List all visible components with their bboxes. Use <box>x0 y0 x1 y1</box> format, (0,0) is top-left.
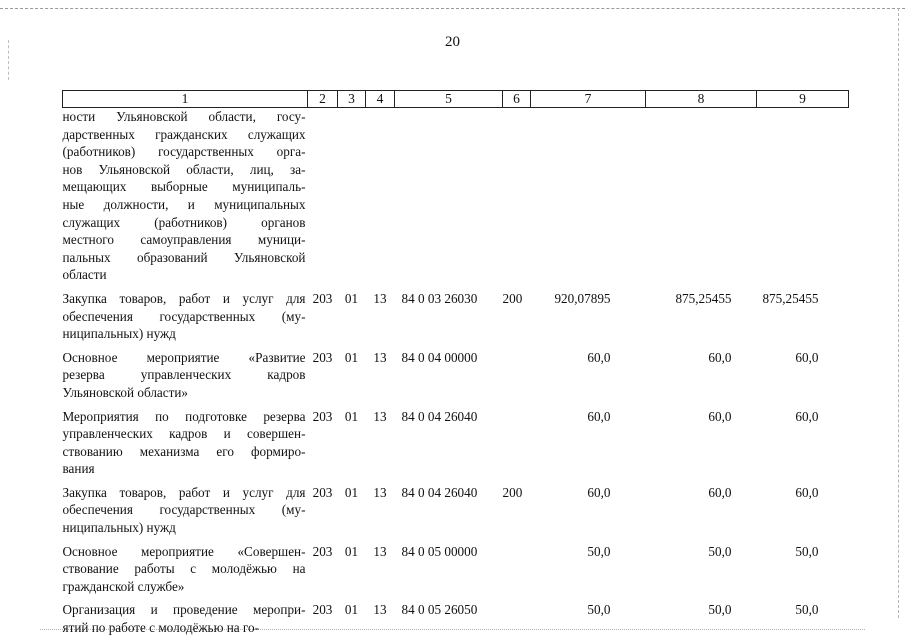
ministry-code <box>308 108 338 284</box>
column-header-6: 6 <box>503 91 531 108</box>
column-header-1: 1 <box>63 91 308 108</box>
description-line: обеспечения государственных (му- <box>62 502 306 518</box>
expense-type-code <box>503 408 531 478</box>
header-row <box>63 91 849 108</box>
ministry-code: 203 <box>312 290 333 306</box>
description-line: дарственных гражданских служащих <box>62 126 306 142</box>
subsection-code: 13 <box>373 484 387 500</box>
amount-year-3: 875,25455 <box>762 290 819 306</box>
amount-year-2: 60,0 <box>708 408 732 424</box>
description-line: ствование работы с молодёжью на <box>62 561 306 577</box>
section-code <box>338 108 366 284</box>
section-code: 01 <box>344 602 359 618</box>
ministry-code: 203 <box>312 543 333 559</box>
column-header-9: 9 <box>757 91 849 108</box>
target-article-code <box>395 108 503 284</box>
row-description <box>63 408 308 478</box>
description-line: ятий по работе с молодёжью на го- <box>62 620 259 636</box>
section-code: 01 <box>344 543 359 559</box>
row-description <box>63 290 308 343</box>
amount-year-1: 50,0 <box>587 602 611 618</box>
scan-border-right <box>898 8 899 618</box>
subsection-code <box>366 108 395 284</box>
subsection-code: 13 <box>373 602 387 618</box>
description-line: резерва управленческих кадров <box>62 367 306 383</box>
expense-type-code: 200 <box>502 484 523 500</box>
column-header-4: 4 <box>366 91 395 108</box>
description-line: пальных образований Ульяновской <box>62 249 306 265</box>
section-code: 01 <box>344 290 359 306</box>
description-line: Закупка товаров, работ и услуг для <box>62 484 306 500</box>
section-code: 01 <box>344 484 359 500</box>
subsection-code: 13 <box>373 408 387 424</box>
table-row <box>63 601 849 636</box>
budget-table <box>62 90 849 637</box>
amount-year-3: 60,0 <box>795 349 819 365</box>
description-line: управленческих кадров и совершен- <box>62 426 306 442</box>
column-header-8: 8 <box>646 91 757 108</box>
amount-year-1: 60,0 <box>587 349 611 365</box>
subsection-code: 13 <box>373 349 387 365</box>
row-description <box>63 601 308 636</box>
amount-year-3: 60,0 <box>795 484 819 500</box>
subsection-code: 13 <box>373 543 387 559</box>
expense-type-code <box>503 108 531 284</box>
section-code: 01 <box>344 349 359 365</box>
expense-type-code: 200 <box>502 290 523 306</box>
amount-year-1: 50,0 <box>587 543 611 559</box>
subsection-code: 13 <box>373 290 387 306</box>
column-header-2: 2 <box>308 91 338 108</box>
description-line: области <box>62 267 107 283</box>
table-row <box>63 108 849 284</box>
table-row <box>63 543 849 596</box>
description-line: ствованию механизма его формиро- <box>62 443 306 459</box>
description-line: ные должности, и муниципальных <box>62 196 306 212</box>
page-number: 20 <box>445 34 460 50</box>
description-line: гражданской службе» <box>62 578 185 594</box>
target-article-code: 84 0 04 00000 <box>401 349 478 365</box>
row-description <box>63 349 308 402</box>
amount-year-2: 60,0 <box>708 349 732 365</box>
target-article-code: 84 0 04 26040 <box>401 408 478 424</box>
row-description <box>63 543 308 596</box>
ministry-code: 203 <box>312 349 333 365</box>
amount-year-2: 60,0 <box>708 484 732 500</box>
description-line: вания <box>62 461 95 477</box>
target-article-code: 84 0 05 26050 <box>401 602 478 618</box>
ministry-code: 203 <box>312 484 333 500</box>
row-description <box>63 484 308 537</box>
table-row <box>63 484 849 537</box>
target-article-code: 84 0 04 26040 <box>401 484 478 500</box>
expense-type-code <box>503 543 531 596</box>
description-line: Закупка товаров, работ и услуг для <box>62 290 306 306</box>
amount-year-3: 60,0 <box>795 408 819 424</box>
column-header-3: 3 <box>338 91 366 108</box>
section-code: 01 <box>344 408 359 424</box>
target-article-code: 84 0 05 00000 <box>401 543 478 559</box>
table-row <box>63 349 849 402</box>
amount-year-3: 50,0 <box>795 602 819 618</box>
ministry-code: 203 <box>312 408 333 424</box>
amount-year-2: 875,25455 <box>675 290 732 306</box>
description-line: обеспечения государственных (му- <box>62 308 306 324</box>
description-line: Организация и проведение меропри- <box>62 602 306 618</box>
description-line: Мероприятия по подготовке резерва <box>62 408 306 424</box>
amount-year-1: 60,0 <box>587 408 611 424</box>
amount-year-1: 60,0 <box>587 484 611 500</box>
column-header-5: 5 <box>395 91 503 108</box>
description-line: нов Ульяновской области, лиц, за- <box>62 161 306 177</box>
amount-year-2 <box>646 108 757 284</box>
description-line: ности Ульяновской области, госу- <box>62 109 306 124</box>
table-row <box>63 290 849 343</box>
column-header-7: 7 <box>531 91 646 108</box>
amount-year-1 <box>531 108 646 284</box>
target-article-code: 84 0 03 26030 <box>401 290 478 306</box>
scan-border-top <box>0 8 905 9</box>
expense-type-code <box>503 349 531 402</box>
amount-year-1: 920,07895 <box>554 290 611 306</box>
amount-year-3: 50,0 <box>795 543 819 559</box>
description-line: мещающих выборные муниципаль- <box>62 179 306 195</box>
row-description <box>63 108 308 284</box>
description-line: ниципальных) нужд <box>62 326 176 342</box>
description-line: (работников) государственных орга- <box>62 144 306 160</box>
description-line: ниципальных) нужд <box>62 520 176 536</box>
ministry-code: 203 <box>312 602 333 618</box>
description-line: местного самоуправления муници- <box>62 232 306 248</box>
amount-year-3 <box>757 108 849 284</box>
description-line: служащих (работников) органов <box>62 214 306 230</box>
description-line: Основное мероприятие «Развитие <box>62 349 306 365</box>
amount-year-2: 50,0 <box>708 543 732 559</box>
table-row <box>63 408 849 478</box>
description-line: Ульяновской области» <box>62 384 189 400</box>
description-line: Основное мероприятие «Совершен- <box>62 543 306 559</box>
amount-year-2: 50,0 <box>708 602 732 618</box>
expense-type-code <box>503 601 531 636</box>
